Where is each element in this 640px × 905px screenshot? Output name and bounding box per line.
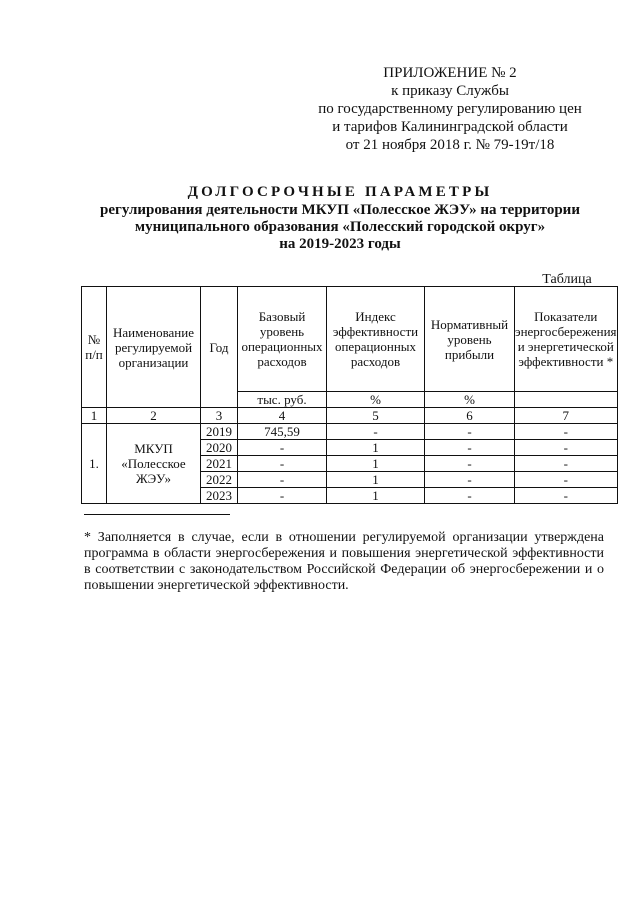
document-title — [60, 184, 620, 253]
parameters-table — [81, 286, 618, 504]
appendix-line: от 21 ноября 2018 г. № 79-19т/18 — [345, 137, 555, 153]
cell-energy: - — [515, 424, 618, 440]
header-energy: Показатели энергосбережения и энергетической эффективности * — [515, 287, 618, 392]
col-number: 7 — [515, 408, 618, 424]
cell-energy: - — [515, 488, 618, 504]
cell-profit: - — [425, 456, 515, 472]
col-number: 1 — [82, 408, 107, 424]
cell-base: 745,59 — [238, 424, 327, 440]
footnote: * Заполняется в случае, если в отношении регулируемой организации утверждена программа в области энергосбережения и повышения энергетической эффективности в соответствии с законодательством Российской Федерации об энергосбережении и о повышении энергетической эффективности. — [84, 530, 604, 593]
appendix-line: по государственному регулированию цен — [318, 101, 582, 117]
cell-base: - — [238, 440, 327, 456]
cell-index: 1 — [327, 472, 425, 488]
footnote-divider — [84, 514, 230, 515]
cell-energy: - — [515, 472, 618, 488]
col-number: 6 — [425, 408, 515, 424]
header-year: Год — [201, 287, 238, 408]
appendix-header — [300, 64, 600, 154]
appendix-line: ПРИЛОЖЕНИЕ № 2 — [383, 65, 517, 81]
title-main: ДОЛГОСРОЧНЫЕ ПАРАМЕТРЫ — [187, 184, 493, 200]
cell-index: 1 — [327, 456, 425, 472]
col-number: 3 — [201, 408, 238, 424]
cell-profit: - — [425, 488, 515, 504]
col-number: 5 — [327, 408, 425, 424]
appendix-line: и тарифов Калининградской области — [332, 119, 568, 135]
cell-energy: - — [515, 456, 618, 472]
cell-profit: - — [425, 440, 515, 456]
appendix-line: к приказу Службы — [391, 83, 509, 99]
cell-index: 1 — [327, 440, 425, 456]
header-base: Базовый уровень операционных расходов — [238, 287, 327, 392]
table-row — [82, 424, 618, 440]
title-sub-line: регулирования деятельности МКУП «Полесское ЖЭУ» на территории — [100, 202, 580, 218]
cell-profit: - — [425, 472, 515, 488]
unit-energy — [515, 392, 618, 408]
unit-index: % — [327, 392, 425, 408]
cell-index: 1 — [327, 488, 425, 504]
org-name: МКУП «Полесское ЖЭУ» — [107, 424, 201, 504]
cell-year: 2019 — [201, 424, 238, 440]
header-num: № п/п — [82, 287, 107, 408]
cell-base: - — [238, 456, 327, 472]
title-sub-line: на 2019-2023 годы — [279, 236, 401, 252]
col-number: 2 — [107, 408, 201, 424]
cell-year: 2020 — [201, 440, 238, 456]
unit-base: тыс. руб. — [238, 392, 327, 408]
col-number: 4 — [238, 408, 327, 424]
header-org: Наименование регулируемой организации — [107, 287, 201, 408]
header-index: Индекс эффективности операционных расходов — [327, 287, 425, 392]
cell-index: - — [327, 424, 425, 440]
cell-year: 2022 — [201, 472, 238, 488]
org-number: 1. — [82, 424, 107, 504]
cell-year: 2021 — [201, 456, 238, 472]
title-sub-line: муниципального образования «Полесский городской округ» — [134, 219, 546, 235]
cell-year: 2023 — [201, 488, 238, 504]
cell-profit: - — [425, 424, 515, 440]
unit-profit: % — [425, 392, 515, 408]
cell-base: - — [238, 488, 327, 504]
table-label: Таблица — [542, 272, 592, 287]
header-profit: Нормативный уровень прибыли — [425, 287, 515, 392]
cell-base: - — [238, 472, 327, 488]
cell-energy: - — [515, 440, 618, 456]
